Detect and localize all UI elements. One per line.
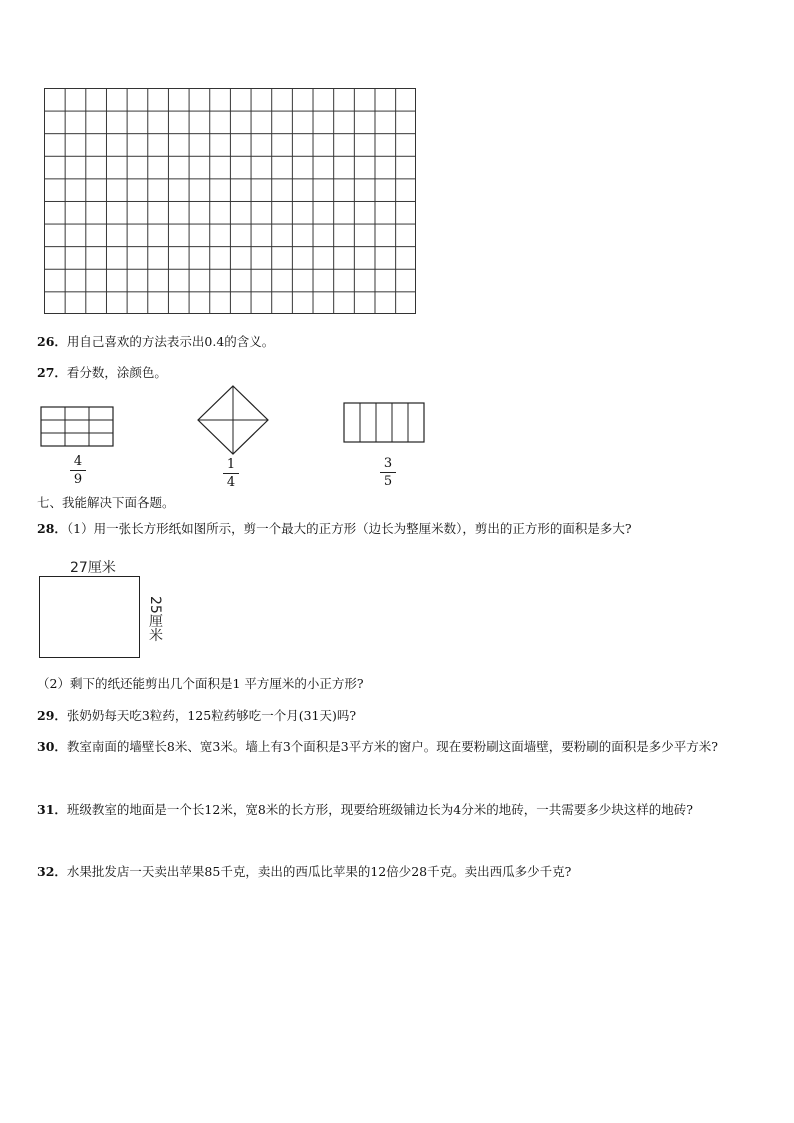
question-31 xyxy=(37,796,759,823)
figure-rectangle-fifths xyxy=(343,402,427,444)
question-text: （1）用一张长方形纸如图所示，剪一个最大的正方形（边长为整厘米数），剪出的正方形的面积是多大? xyxy=(66,521,632,536)
question-text: 张奶奶每天吃3粒药，125粒药够吃一个月(31天)吗? xyxy=(66,708,357,723)
answer-grid xyxy=(44,88,416,314)
paper-rectangle xyxy=(39,576,140,658)
question-number: 28． xyxy=(37,521,67,536)
denominator: 4 xyxy=(226,475,236,490)
question-28-part-2 xyxy=(37,675,364,693)
question-text: 看分数，涂颜色。 xyxy=(66,365,167,380)
figure-rectangle-ninths xyxy=(40,406,116,448)
question-number: 27． xyxy=(37,365,67,380)
question-29 xyxy=(37,707,356,725)
question-27 xyxy=(37,364,167,382)
numerator: 4 xyxy=(73,454,83,469)
fraction-one-quarter xyxy=(221,457,241,490)
question-number: 32． xyxy=(37,864,67,879)
question-28-part-1 xyxy=(37,520,632,538)
question-number: 31． xyxy=(37,802,67,817)
numerator: 1 xyxy=(226,457,236,472)
question-text: （2）剩下的纸还能剪出几个面积是1 平方厘米的小正方形? xyxy=(37,676,364,691)
height-label: 25厘米 xyxy=(147,596,163,642)
denominator: 9 xyxy=(73,472,83,487)
question-number: 26． xyxy=(37,334,67,349)
question-text: 班级教室的地面是一个长12米，宽8米的长方形，现要给班级铺边长为4分米的地砖，一共需要多少块这样的地砖? xyxy=(66,802,693,817)
fraction-four-ninths xyxy=(68,454,88,487)
question-text: 水果批发店一天卖出苹果85千克，卖出的西瓜比苹果的12倍少28千克。卖出西瓜多少千克? xyxy=(66,864,572,879)
numerator: 3 xyxy=(383,456,393,471)
question-32 xyxy=(37,863,571,881)
question-26 xyxy=(37,333,274,351)
question-text: 用自己喜欢的方法表示出0.4的含义。 xyxy=(66,334,275,349)
denominator: 5 xyxy=(383,474,393,489)
width-label: 27厘米 xyxy=(70,560,116,576)
section-heading: 七、我能解决下面各题。 xyxy=(37,495,175,510)
question-number: 29． xyxy=(37,708,67,723)
figure-diamond-quarters xyxy=(196,384,270,456)
question-text: 教室南面的墙壁长8米、宽3米。墙上有3个面积是3平方米的窗户。现在要粉刷这面墙壁，要粉刷的面积是多少平方米? xyxy=(66,739,718,754)
fraction-three-fifths xyxy=(378,456,398,489)
question-30 xyxy=(37,733,759,760)
question-number: 30． xyxy=(37,739,67,754)
